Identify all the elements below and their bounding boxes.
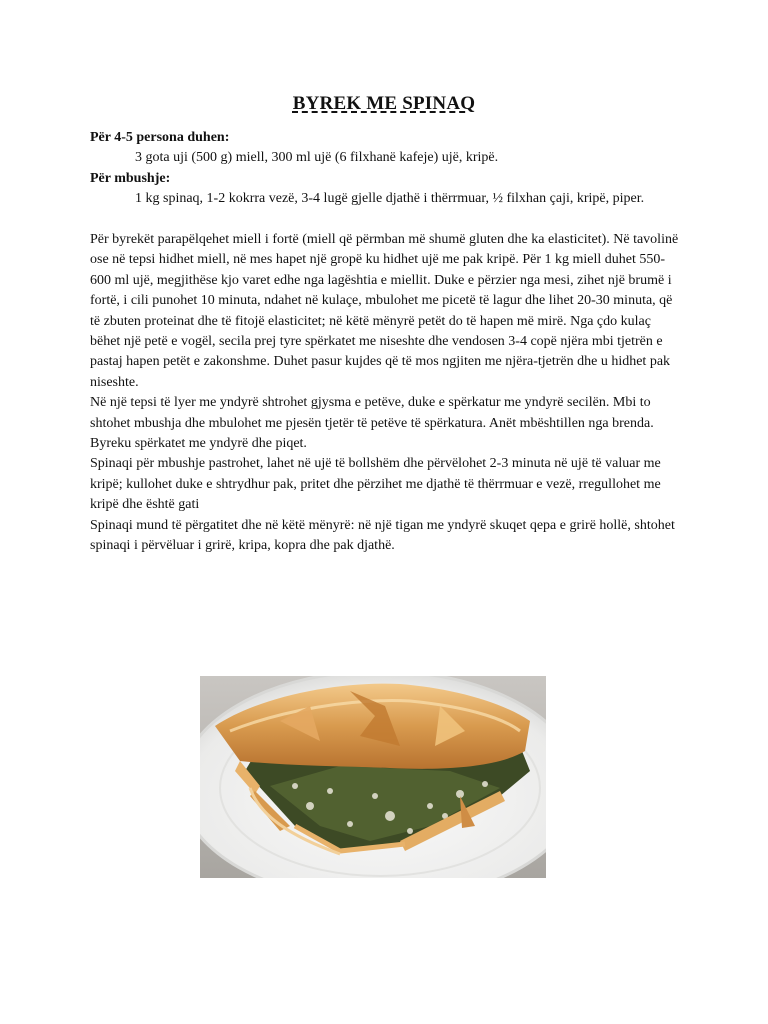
- servings-label: Për 4-5 persona duhen:: [90, 130, 230, 145]
- byrek-illustration: [200, 676, 546, 878]
- alternative-paragraph: Spinaqi mund të përgatitet dhe në këtë mënyrë: në një tigan me yndyrë skuqet qepa e grirë hollë, shtohet spinaqi i përvëluar i grirë, kripa, kopra dhe pak djathë.: [90, 517, 675, 554]
- dough-ingredients: 3 gota uji (500 g) miell, 300 ml ujë (6 filxhanë kafeje) ujë, kripë.: [135, 150, 499, 166]
- filling-paragraph: Spinaqi për mbushje pastrohet, lahet në ujë të bollshëm dhe përvëlohet 2-3 minuta në ujë të valuar me kripë; kullohet duke e shtrydhur pak, pritet dhe përzihet me djathë të thërrmuar e vezë, rregullohet me kripë dhe është gati: [90, 456, 661, 513]
- assembly-paragraph: Në një tepsi të lyer me yndyrë shtrohet gjysma e petëve, duke e spërkatur me yndyrë secilën. Mbi to shtohet mbushja dhe mbulohet me pjesën tjetër të petëve të spërkatura. Anët mbështillen nga brenda. Byreku spërkatet me yndyrë dhe piqet.: [90, 395, 654, 452]
- filling-label: Për mbushje:: [90, 170, 171, 186]
- recipe-title: BYREK ME SPINAQ: [292, 93, 476, 114]
- byrek-photo: [200, 676, 546, 878]
- recipe-body: [90, 128, 682, 557]
- dough-paragraph: Për byrekët parapëlqehet miell i fortë (miell që përmban më shumë gluten dhe ka elasticitet). Në tavolinë ose në tepsi hidhet miell, në mes hapet një gropë ku hidhet ujë me pak kripë. Për 1 kg miell duhet 550-600 ml ujë, megjithëse kjo varet edhe nga lagështia e miellit. Duke e përzier nga mesi, zihet një brumë i fortë, i cili punohet 10 minuta, ndahet në kulaçe, mbulohet me picetë të lagur dhe lihet 20-30 minuta, që të zbuten proteinat dhe të fitojë elasticitet; në këtë mënyrë petët do të hapen më mirë. Nga çdo kulaç bëhet një petë e vogël, secila prej tyre spërkatet me niseshte dhe vendosen 3-4 copë njëra mbi tjetrën e pastaj hapen petët e zakonshme. Duhet pasur kujdes që të mos ngjiten me njëra-tjetrën dhe u hidhet pak niseshte.: [90, 232, 679, 390]
- filling-ingredients: 1 kg spinaq, 1-2 kokrra vezë, 3-4 lugë gjelle djathë i thërrmuar, ½ filxhan çaji, kripë, piper.: [135, 191, 645, 207]
- paragraph-gap: [90, 210, 682, 230]
